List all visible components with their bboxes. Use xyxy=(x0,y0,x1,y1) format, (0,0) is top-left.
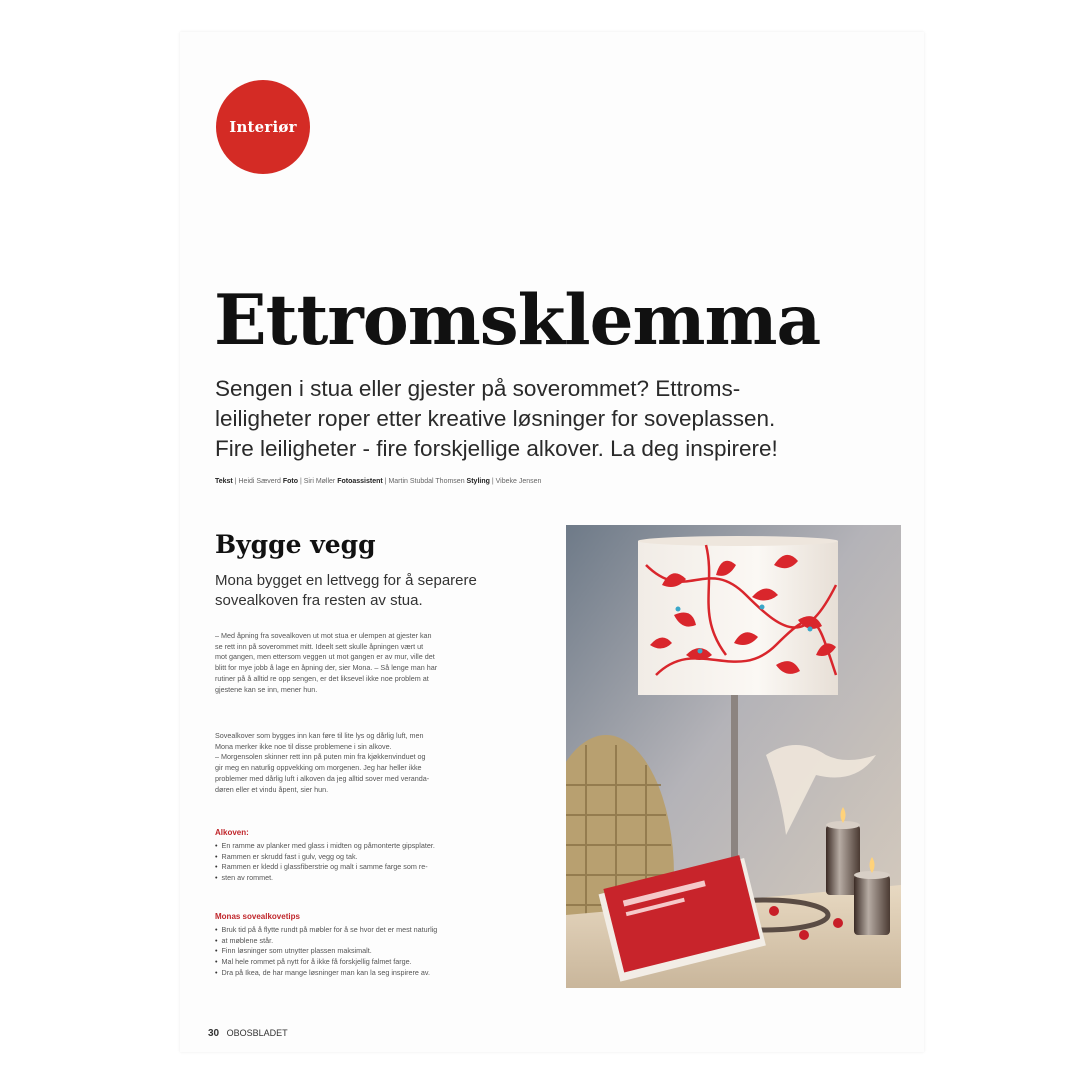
lamp-photo xyxy=(566,525,901,988)
credit-label: Styling xyxy=(466,478,490,485)
body-paragraph xyxy=(215,631,555,695)
page-number: 30 xyxy=(208,1028,220,1039)
credit-value: Vibeke Jensen xyxy=(495,478,542,485)
list-item: • at møblene står. xyxy=(215,936,555,947)
list-item: • Finn løsninger som utnytter plassen maksimalt. xyxy=(215,946,555,957)
bullet-list xyxy=(215,841,555,884)
publication-name: OBOSBLADET xyxy=(226,1028,288,1038)
list-item: • sten av rommet. xyxy=(215,873,555,884)
section-heading: Bygge vegg xyxy=(215,530,376,559)
body-line: problemer med dårlig luft i alkoven da jeg alltid sover med veranda- xyxy=(215,773,430,783)
list-item: • Dra på Ikea, de har mange løsninger man kan la seg inspirere av. xyxy=(215,968,555,979)
body-line: Sovealkover som bygges inn kan føre til lite lys og dårlig luft, men xyxy=(215,731,424,740)
body-line: gjestene kan se inn, mener hun. xyxy=(215,684,318,694)
body-line: mot gangen, men ettersom veggen ut mot gangen er av mur, ville det xyxy=(215,652,435,662)
body-line: blitt for mye jobb å lage en åpning der, sier Mona. – Så lenge man har xyxy=(215,663,438,673)
credit-value: Siri Møller xyxy=(303,478,336,485)
intro-line: leiligheter roper etter kreative løsninger for soveplassen. xyxy=(215,406,776,431)
body-line: – Med åpning fra sovealkoven ut mot stua er ulempen at gjester kan xyxy=(215,631,432,640)
list-title: Monas sovealkovetips xyxy=(215,912,300,921)
body-line: – Morgensolen skinner rett inn på puten min fra kjøkkenvinduet og xyxy=(215,752,426,762)
intro-line: Sengen i stua eller gjester på soverommet? Ettroms- xyxy=(215,376,741,401)
list-item: • Rammen er kledd i glassfiberstrie og malt i samme farge som re- xyxy=(215,862,555,873)
body-line: døren eller et vindu åpent, sier hun. xyxy=(215,784,329,794)
list-title: Alkoven: xyxy=(215,828,249,837)
list-item: • En ramme av planker med glass i midten og påmonterte gipsplater. xyxy=(215,841,555,852)
body-line: gir meg en naturlig oppvekking om morgenen. Jeg har heller ikke xyxy=(215,763,422,773)
body-paragraph xyxy=(215,731,555,795)
credit-label: Fotoassistent xyxy=(337,478,383,485)
page-footer xyxy=(208,1028,288,1039)
credit-label: Tekst xyxy=(215,478,233,485)
lead-line: sovealkoven fra resten av stua. xyxy=(215,592,423,609)
headline: Ettromsklemma xyxy=(214,280,821,361)
lead-line: Mona bygget en lettvegg for å separere xyxy=(215,572,477,589)
intro-text xyxy=(215,374,905,464)
section-badge xyxy=(216,80,310,174)
body-line: rutiner på å alltid re opp sengen, er det liksevel ikke noe problem at xyxy=(215,673,429,683)
intro-line: Fire leiligheter - fire forskjellige alkover. La deg inspirere! xyxy=(215,436,778,461)
lead-text xyxy=(215,571,545,611)
credit-value: Heidi Sæverd xyxy=(238,478,281,485)
credits-line: Tekst | Heidi Sæverd Foto | Siri Møller Fotoassistent | Martin Stubdal Thomsen Styling | Vibeke Jensen xyxy=(215,478,542,485)
list-item: • Mal hele rommet på nytt for å ikke få forskjellig falmet farge. xyxy=(215,957,555,968)
body-line: Mona merker ikke noe til disse problemene i sin alkove. xyxy=(215,741,392,751)
credit-value: Martin Stubdal Thomsen xyxy=(388,478,465,485)
body-line: se rett inn på soverommet mitt. Ideelt sett skulle åpningen vært ut xyxy=(215,641,424,651)
bullet-list xyxy=(215,925,555,979)
list-item: • Rammen er skrudd fast i gulv, vegg og tak. xyxy=(215,852,555,863)
credit-label: Foto xyxy=(282,478,299,485)
list-item: • Bruk tid på å flytte rundt på møbler for å se hvor det er mest naturlig xyxy=(215,925,555,936)
section-badge-label: Interiør xyxy=(229,118,297,136)
